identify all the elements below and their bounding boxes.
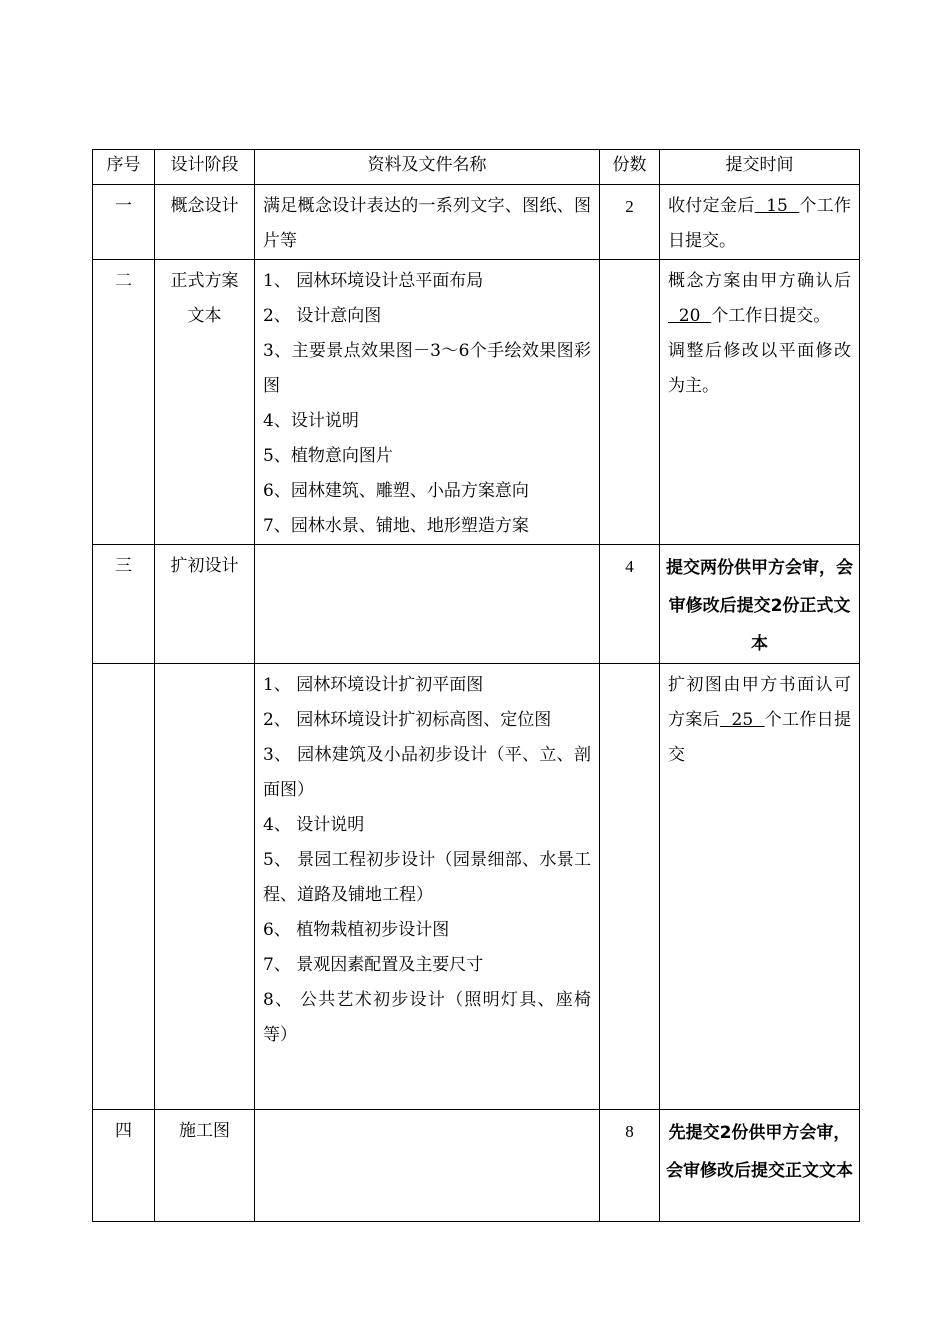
list-item: 4、设计说明 [263,411,359,431]
header-submit-time: 提交时间 [660,150,860,185]
submit-time-text [660,260,859,334]
copies-text [600,260,659,264]
submit-time-text: 提交两份供甲方会审，会审修改后提交2份正式文本 [666,558,853,654]
documents-text: 满足概念设计表达的一系列文字、图纸、图片等 [263,196,591,251]
list-item: 3、 园林建筑及小品初步设计（平、立、剖面图） [263,745,591,800]
time-days-value: 15 [754,196,800,216]
row-seq [93,185,155,260]
row-stage [155,260,255,545]
time-prefix: 概念方案由甲方确认后 [668,271,851,291]
table-row [93,545,860,664]
list-item: 2、 园林环境设计扩初标高图、定位图 [263,710,552,730]
time-days-value: 20 [668,306,712,326]
row-stage [155,664,255,1110]
submit-time-text [660,664,859,773]
stage-text: 概念设计 [170,196,239,216]
documents-list [263,264,591,544]
documents-text [255,545,599,549]
stage-text: 正式方案文本 [170,271,239,326]
time-prefix: 收付定金后 [668,196,755,216]
submit-time-note: 调整后修改以平面修改为主。 [668,341,851,396]
copies-text: 8 [625,1122,634,1141]
row-documents [255,185,600,260]
row-submit-time [660,1110,860,1222]
header-seq: 序号 [93,150,155,185]
table-row [93,1110,860,1222]
row-submit-time [660,545,860,664]
list-item: 5、植物意向图片 [263,446,393,466]
seq-text [93,664,154,668]
stage-text: 施工图 [179,1121,230,1141]
row-seq [93,664,155,1110]
table-row [93,185,860,260]
stage-text [155,664,254,668]
list-item: 1、 园林环境设计总平面布局 [263,271,484,291]
copies-text: 4 [625,557,634,576]
list-item: 7、园林水景、铺地、地形塑造方案 [263,516,529,536]
list-item: 2、 设计意向图 [263,306,382,326]
row-seq [93,1110,155,1222]
seq-text: 四 [115,1121,132,1141]
row-documents [255,1110,600,1222]
time-suffix: 个工作日提交。 [668,196,852,251]
header-documents: 资料及文件名称 [255,150,600,185]
row-copies [600,1110,660,1222]
row-seq [93,260,155,545]
row-stage [155,185,255,260]
list-item: 3、主要景点效果图－3～6个手绘效果图彩图 [263,341,591,396]
header-copies: 份数 [600,150,660,185]
stage-text: 扩初设计 [170,556,239,576]
time-prefix: 扩初图由甲方书面认可方案后 [668,675,851,730]
row-submit-time [660,664,860,1110]
row-copies [600,545,660,664]
row-copies [600,664,660,1110]
list-item: 1、 园林环境设计扩初平面图 [263,675,484,695]
table-row [93,260,860,545]
row-copies [600,185,660,260]
row-documents [255,664,600,1110]
row-stage [155,545,255,664]
design-deliverables-table [92,149,860,1222]
list-item: 7、 景观因素配置及主要尺寸 [263,955,484,975]
documents-list [263,668,591,1053]
table-header-row [93,150,860,185]
seq-text: 二 [115,271,132,291]
row-submit-time [660,260,860,545]
time-suffix: 个工作日提交。 [711,306,831,326]
list-item: 6、园林建筑、雕塑、小品方案意向 [263,481,529,501]
row-documents [255,545,600,664]
time-days-value: 25 [720,710,765,730]
seq-text: 一 [115,196,132,216]
submit-time-text: 先提交2份供甲方会审，会审修改后提交正文文本 [666,1123,853,1181]
row-copies [600,260,660,545]
header-stage: 设计阶段 [155,150,255,185]
copies-text [600,664,659,668]
row-documents [255,260,600,545]
copies-text: 2 [625,197,634,216]
row-submit-time [660,185,860,260]
row-seq [93,545,155,664]
list-item: 5、 景园工程初步设计（园景细部、水景工程、道路及铺地工程） [263,850,591,905]
table-row [93,664,860,1110]
submit-time-text [660,185,859,259]
seq-text: 三 [115,556,132,576]
list-item: 8、 公共艺术初步设计（照明灯具、座椅等） [263,990,591,1045]
list-item: 4、 设计说明 [263,815,365,835]
documents-text [255,1110,599,1114]
list-item: 6、 植物栽植初步设计图 [263,920,450,940]
row-stage [155,1110,255,1222]
time-suffix: 个工作日提交 [668,710,852,765]
